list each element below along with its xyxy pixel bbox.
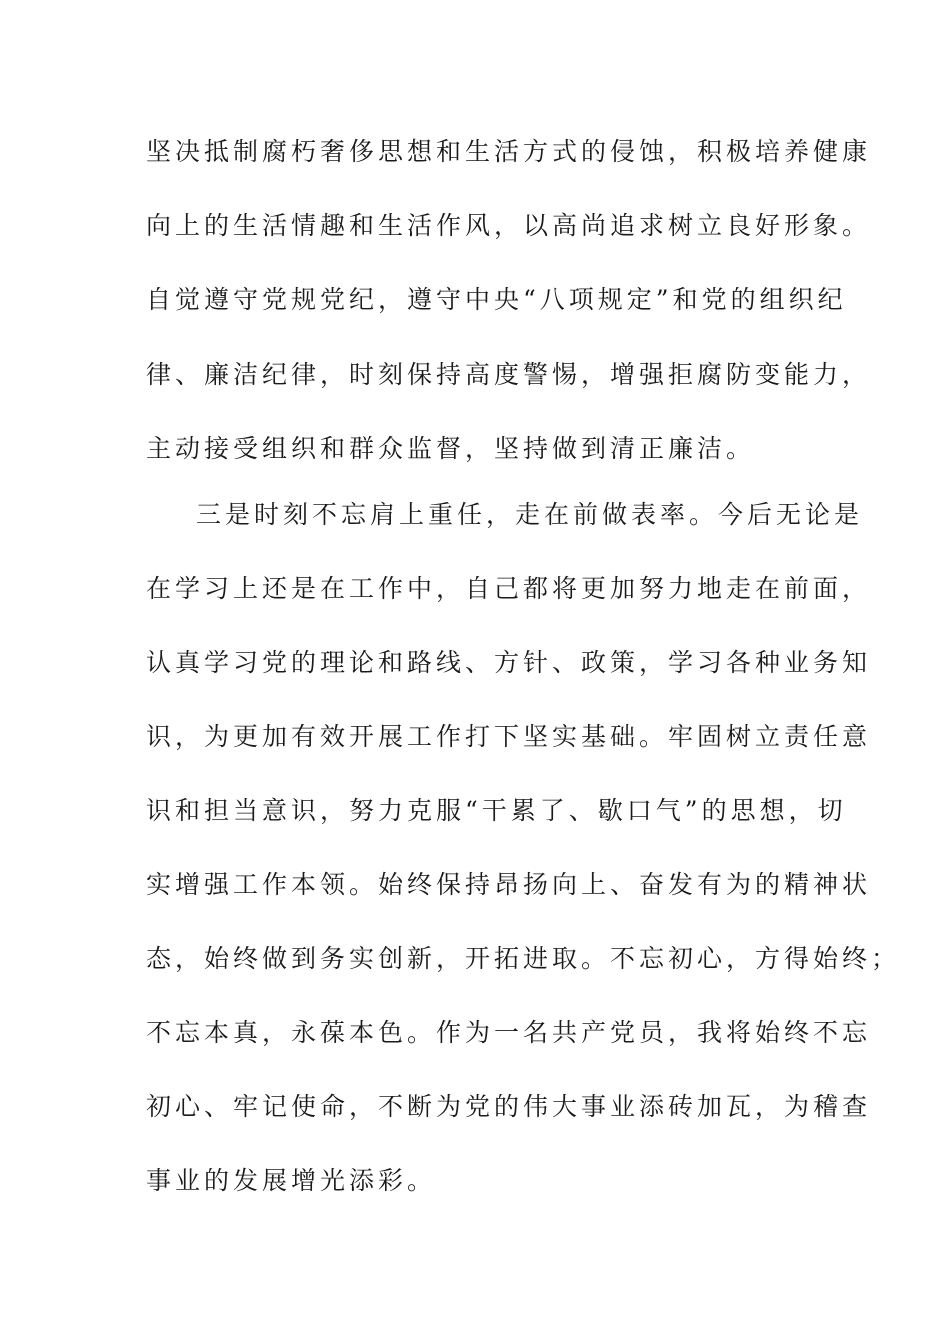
text-line: 律、廉洁纪律，时刻保持高度警惕，增强拒腐防变能力， <box>146 360 872 389</box>
text-line: 实增强工作本领。始终保持昂扬向上、奋发有为的精神状 <box>146 870 872 899</box>
text-line: 向上的生活情趣和生活作风，以高尚追求树立良好形象。 <box>146 211 872 240</box>
text-line: 自觉遵守党规党纪，遵守中央“八项规定”和党的组织纪 <box>146 285 847 314</box>
text-line: 事业的发展增光添彩。 <box>146 1166 437 1195</box>
text-line: 态，始终做到务实创新，开拓进取。不忘初心，方得始终； <box>146 944 901 973</box>
text-line: 在学习上还是在工作中，自己都将更加努力地走在前面， <box>146 574 872 603</box>
text-line: 识，为更加有效开展工作打下坚实基础。牢固树立责任意 <box>146 722 872 751</box>
text-line: 初心、牢记使命，不断为党的伟大事业添砖加瓦，为稽查 <box>146 1092 872 1121</box>
text-line: 识和担当意识，努力克服“干累了、歇口气”的思想，切 <box>146 796 847 825</box>
text-line: 不忘本真，永葆本色。作为一名共产党员，我将始终不忘 <box>146 1018 872 1047</box>
text-line: 认真学习党的理论和路线、方针、政策，学习各种业务知 <box>146 648 872 677</box>
text-line: 坚决抵制腐朽奢侈思想和生活方式的侵蚀，积极培养健康 <box>146 137 872 166</box>
paragraph-start-line: 三是时刻不忘肩上重任，走在前做表率。今后无论是 <box>196 500 864 529</box>
text-line: 主动接受组织和群众监督，坚持做到清正廉洁。 <box>146 434 756 463</box>
